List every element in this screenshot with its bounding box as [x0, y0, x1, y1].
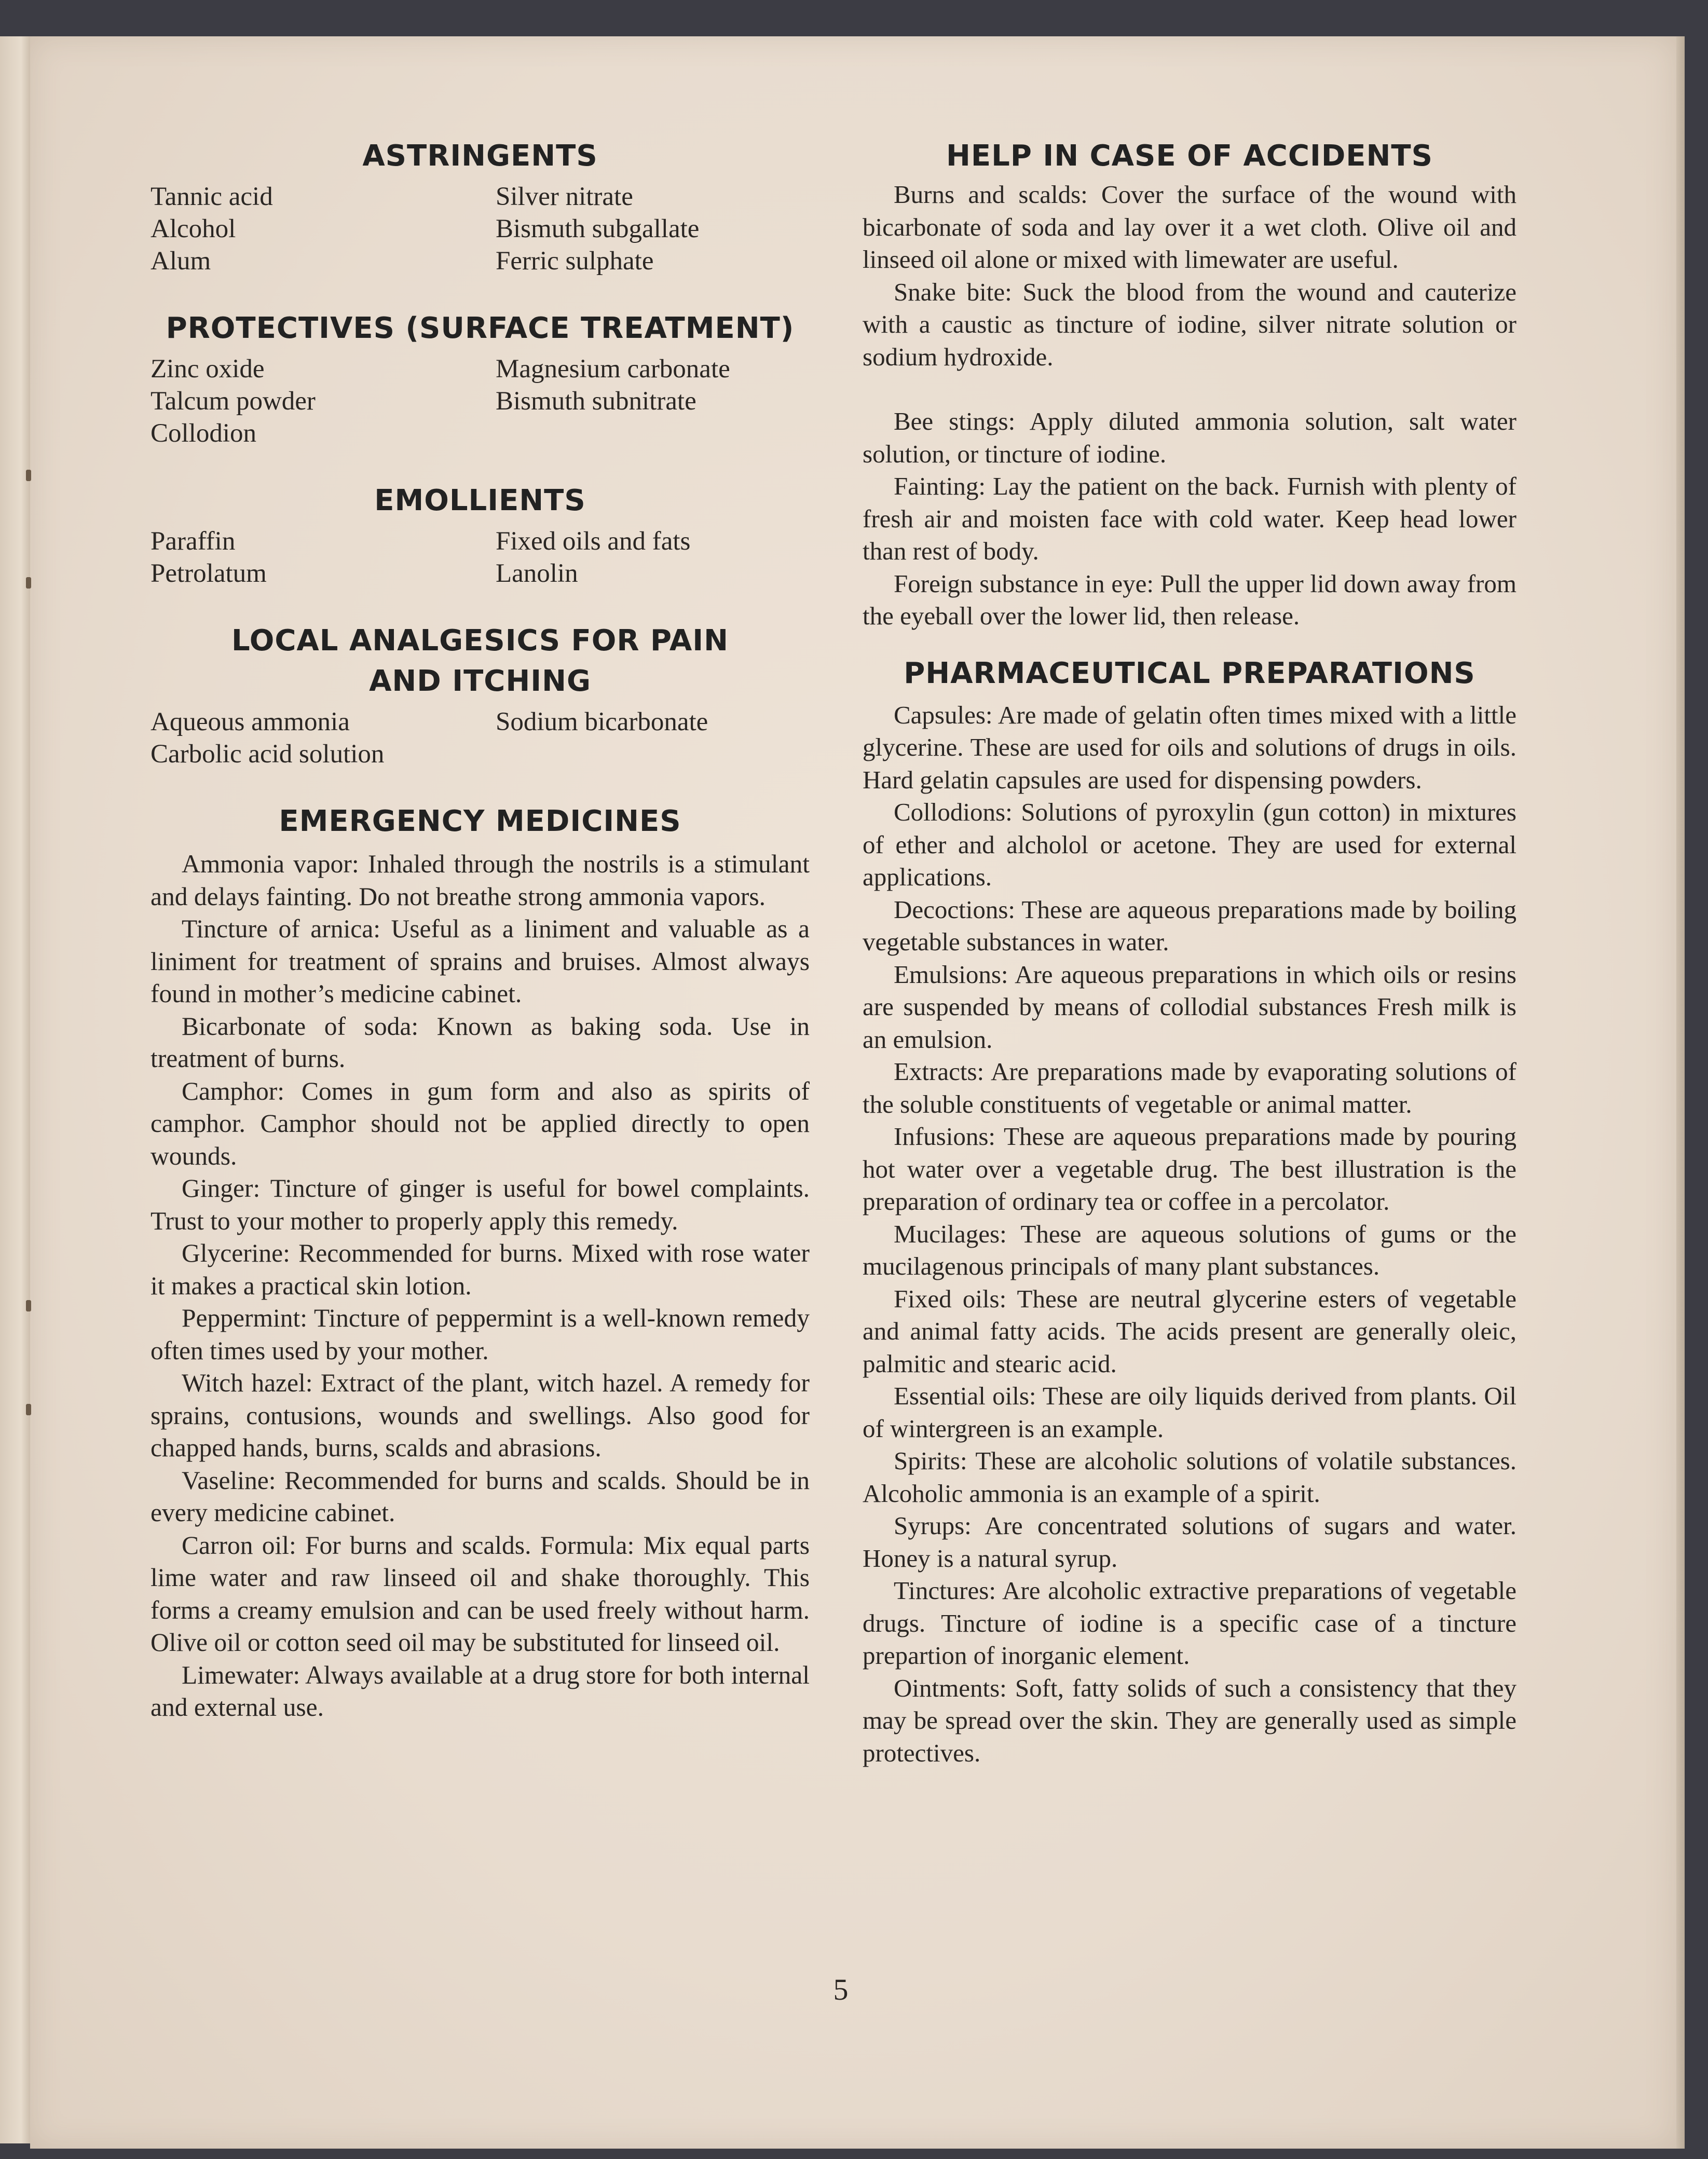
- astringents-section: [151, 136, 810, 277]
- paragraph: Mucilages: These are aqueous solutions of gums or the mucilagenous principals of many plant substances.: [863, 1219, 1516, 1280]
- list-item: Zinc oxide: [151, 354, 265, 384]
- section-heading: ASTRINGENTS: [362, 139, 598, 173]
- section-heading: EMERGENCY MEDICINES: [279, 804, 681, 838]
- binding-staple: [26, 577, 31, 589]
- paragraph: Witch hazel: Extract of the plant, witch hazel. A remedy for sprains, contusions, wounds and swellings. Also good for chapped hands, burns, scalds and abrasions.: [151, 1369, 810, 1462]
- list-item: Petrolatum: [151, 559, 267, 588]
- paragraph: Glycerine: Recommended for burns. Mixed with rose water it makes a practical skin lotion.: [151, 1239, 810, 1300]
- list-item: Sodium bicarbonate: [496, 707, 708, 736]
- paragraph: Decoctions: These are aqueous preparations made by boiling vegetable substances in water.: [863, 895, 1516, 956]
- paragraph: Foreign substance in eye: Pull the upper lid down away from the eyeball over the lower lid, then release.: [863, 569, 1516, 630]
- paragraph: Syrups: Are concentrated solutions of sugars and water. Honey is a natural syrup.: [863, 1511, 1516, 1573]
- list-item: Bismuth subnitrate: [496, 387, 696, 416]
- list-item: Lanolin: [496, 559, 578, 588]
- section-heading: EMOLLIENTS: [374, 484, 586, 517]
- section-heading: PROTECTIVES (SURFACE TREATMENT): [166, 311, 795, 345]
- paragraph: Burns and scalds: Cover the surface of the wound with bicarbonate of soda and lay over it a wet cloth. Olive oil and linseed oil alone or mixed with limewater are useful.: [863, 180, 1516, 274]
- list-item: Magnesium carbonate: [496, 354, 730, 384]
- section-heading-line2: AND ITCHING: [369, 664, 591, 698]
- analgesics-section: [151, 621, 810, 770]
- list-item: Carbolic acid solution: [151, 740, 385, 769]
- paragraph: Limewater: Always available at a drug store for both internal and external use.: [151, 1660, 810, 1721]
- paragraph: Spirits: These are alcoholic solutions of volatile substances. Alcoholic ammonia is an example of a spirit.: [863, 1446, 1516, 1508]
- paragraph: Camphor: Comes in gum form and also as spirits of camphor. Camphor should not be applied directly to open wounds.: [151, 1076, 810, 1170]
- item-grid: [151, 525, 810, 590]
- binding-staple: [26, 1404, 31, 1415]
- paragraph: Collodions: Solutions of pyroxylin (gun cotton) in mixtures of ether and alcholol or acetone. They are used for external applications.: [863, 798, 1516, 891]
- paragraph: Snake bite: Suck the blood from the wound and cauterize with a caustic as tincture of iodine, silver nitrate solution or sodium hydroxide.: [863, 277, 1516, 371]
- list-item: Talcum powder: [151, 387, 316, 416]
- list-item: Silver nitrate: [496, 182, 633, 211]
- list-item: Paraffin: [151, 527, 236, 556]
- paragraph: Ginger: Tincture of ginger is useful for bowel complaints. Trust to your mother to properly apply this remedy.: [151, 1174, 810, 1235]
- list-item: Fixed oils and fats: [496, 527, 691, 556]
- left-column: [151, 136, 810, 1724]
- paragraph: Bicarbonate of soda: Known as baking soda. Use in treatment of burns.: [151, 1012, 810, 1073]
- pharmaceutical-section: [863, 653, 1516, 1770]
- section-heading: LOCAL ANALGESICS FOR PAIN: [231, 624, 729, 658]
- binding-staple: [26, 470, 31, 481]
- paragraph: Capsules: Are made of gelatin often times mixed with a little glycerine. These are used for oils and solutions of drugs in oils. Hard gelatin capsules are used for dispensing powders.: [863, 700, 1516, 794]
- list-item: Collodion: [151, 419, 257, 448]
- section-heading: PHARMACEUTICAL PREPARATIONS: [904, 656, 1475, 690]
- paragraph: Tincture of arnica: Useful as a liniment and valuable as a liniment for treatment of sprains and bruises. Almost always found in mother’s medicine cabinet.: [151, 914, 810, 1008]
- right-column: [863, 136, 1516, 1769]
- paragraph: Vaseline: Recommended for burns and scalds. Should be in every medicine cabinet.: [151, 1466, 810, 1527]
- paragraph: Extracts: Are preparations made by evaporating solutions of the soluble constituents of vegetable or animal matter.: [863, 1057, 1516, 1118]
- item-grid: [151, 706, 810, 770]
- item-grid: [151, 181, 810, 277]
- list-item: [496, 417, 807, 449]
- paragraph: Carron oil: For burns and scalds. Formula: Mix equal parts lime water and raw linseed oil and shake thoroughly. This forms a creamy emulsion and can be used freely without harm. Olive oil or cotton seed oil may be substituted for linseed oil.: [151, 1531, 810, 1657]
- list-item: Ferric sulphate: [496, 247, 654, 276]
- previous-page-edge: [0, 36, 31, 2143]
- paragraph: Peppermint: Tincture of peppermint is a well-known remedy often times used by your mother.: [151, 1304, 810, 1365]
- paragraph: Infusions: These are aqueous preparations made by pouring hot water over a vegetable drug. The best illustration is the preparation of ordinary tea or coffee in a percolator.: [863, 1122, 1516, 1215]
- paragraph: Ointments: Soft, fatty solids of such a consistency that they may be spread over the skin. They are generally used as simple protectives.: [863, 1673, 1516, 1767]
- list-item: Tannic acid: [151, 182, 273, 211]
- spacer: [863, 373, 1516, 405]
- list-item: [496, 738, 807, 770]
- paragraph: Ammonia vapor: Inhaled through the nostrils is a stimulant and delays fainting. Do not breathe strong ammonia vapors.: [151, 850, 810, 911]
- page-edge: [1676, 36, 1685, 2149]
- list-item: Alcohol: [151, 214, 236, 243]
- list-item: Bismuth subgallate: [496, 214, 700, 243]
- protectives-section: [151, 308, 810, 449]
- page-number: 5: [833, 1973, 849, 2006]
- paragraph: Tinctures: Are alcoholic extractive preparations of vegetable drugs. Tincture of iodine is a specific case of a tincture prepartion of inorganic element.: [863, 1576, 1516, 1670]
- accidents-section: [863, 136, 1516, 633]
- item-grid: [151, 353, 810, 449]
- paragraph: Fainting: Lay the patient on the back. Furnish with plenty of fresh air and moisten face with cold water. Keep head lower than rest of body.: [863, 472, 1516, 565]
- list-item: Alum: [151, 247, 211, 276]
- list-item: Aqueous ammonia: [151, 707, 350, 736]
- binding-staple: [26, 1300, 31, 1311]
- section-heading: HELP IN CASE OF ACCIDENTS: [946, 139, 1433, 173]
- paragraph: Emulsions: Are aqueous preparations in which oils or resins are suspended by means of collodial substances Fresh milk is an emulsion.: [863, 960, 1516, 1054]
- paragraph: Essential oils: These are oily liquids derived from plants. Oil of wintergreen is an example.: [863, 1382, 1516, 1443]
- emollients-section: [151, 481, 810, 590]
- paragraph: Bee stings: Apply diluted ammonia solution, salt water solution, or tincture of iodine.: [863, 407, 1516, 468]
- paragraph: Fixed oils: These are neutral glycerine esters of vegetable and animal fatty acids. The acids present are generally oleic, palmitic and stearic acid.: [863, 1284, 1516, 1378]
- emergency-section: [151, 801, 810, 1724]
